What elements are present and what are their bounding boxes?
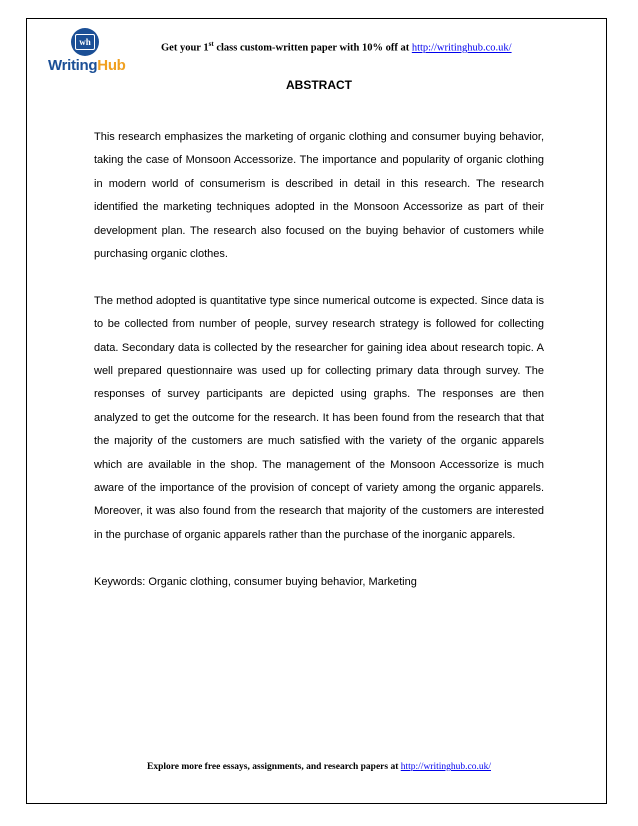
keywords-line: Keywords: Organic clothing, consumer buying behavior, Marketing bbox=[94, 575, 417, 588]
writinghub-logo[interactable] bbox=[48, 28, 128, 74]
logo-word-hub: Hub bbox=[97, 57, 126, 74]
page-footer bbox=[0, 762, 638, 772]
logo-word-writing: Writing bbox=[48, 57, 98, 74]
footer-text: Explore more free essays, assignments, and research papers at bbox=[146, 762, 401, 772]
promo-superscript: st bbox=[208, 40, 214, 48]
logo-wordmark bbox=[48, 57, 126, 74]
logo-badge-icon bbox=[71, 28, 99, 56]
abstract-paragraph-1: This research emphasizes the marketing of organic clothing and consumer buying behavior, taking the case of Monsoon Accessorize. The importance and popularity of organic clothing in modern world of consumerism is described in detail in this research. The research identified the marketing techniques adopted in the Monsoon Accessorize as part of their development plan. The research also focused on the buying behavior of customers while purchasing organic clothes. bbox=[94, 131, 544, 261]
document-title: ABSTRACT bbox=[286, 78, 352, 92]
promo-link[interactable]: http://writinghub.co.uk/ bbox=[411, 42, 512, 54]
abstract-paragraph-2: The method adopted is quantitative type since numerical outcome is expected. Since data is to be collected from number of people, survey research strategy is followed for collecting data. Secondary data is collected by the researcher for gaining idea about research topic. A well prepared questionnaire was used up for collecting primary data through survey. The responses of survey participants are depicted using graphs. The responses are then analyzed to get the outcome for the research. It has been found from the research that that the majority of the customers are much satisfied with the variety of the organic apparels which are available in the shop. The management of the Monsoon Accessorize is much aware of the importance of the provision of concept of variety among the organic apparels. Moreover, it was also found from the research that majority of the customers are interested in the purchase of organic apparels rather than the purchase of the inorganic apparels. bbox=[94, 294, 544, 541]
footer-link[interactable]: http://writinghub.co.uk/ bbox=[400, 762, 491, 772]
header-promo bbox=[161, 40, 512, 54]
promo-text-start: Get your 1 bbox=[161, 42, 209, 54]
document-body bbox=[94, 126, 544, 617]
promo-text-end: class custom-written paper with 10% off at bbox=[213, 42, 412, 54]
logo-badge-text: wh bbox=[75, 34, 95, 50]
